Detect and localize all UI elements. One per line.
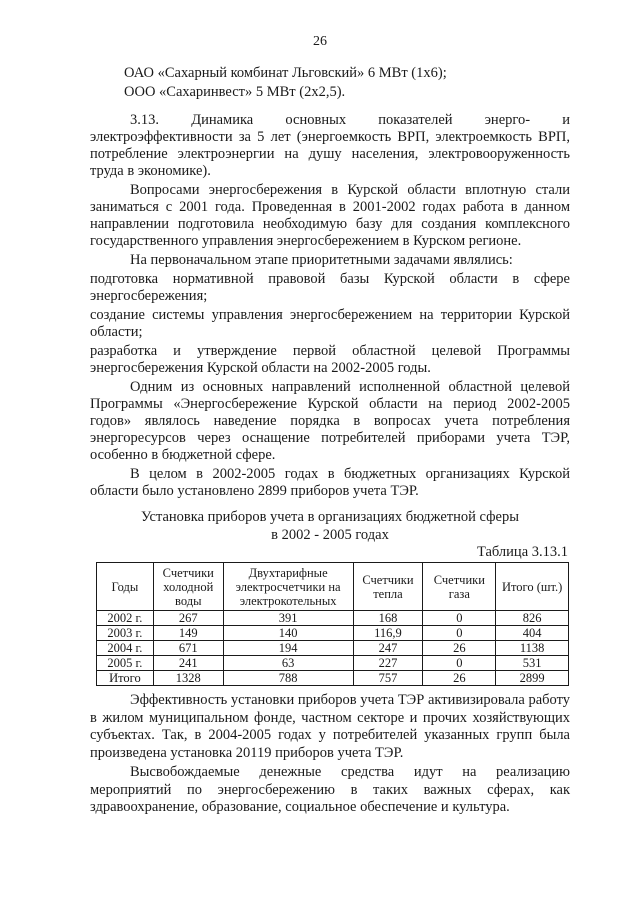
table-cell: 247: [353, 641, 423, 656]
body-text-after-table: [90, 692, 570, 819]
table-cell: 116,9: [353, 626, 423, 641]
table-cell: 671: [153, 641, 223, 656]
header-total: Итого (шт.): [496, 563, 569, 611]
table-cell: 2003 г.: [97, 626, 154, 641]
table-row: [97, 626, 569, 641]
table-total-row: [97, 671, 569, 686]
body-text: [90, 112, 570, 502]
table-cell: 826: [496, 611, 569, 626]
meters-table: [96, 562, 569, 686]
table-caption-line-2: в 2002 - 2005 годах: [271, 527, 389, 543]
table-cell: 63: [223, 656, 353, 671]
list-item: подготовка нормативной правовой базы Курской области в сфере энергосбережения;: [90, 271, 570, 304]
paragraph: Высвобождаемые денежные средства идут на реализацию мероприятий по энергосбережению в таких важных сферах, как здравоохранение, образование, социальное обеспечение и культура.: [90, 764, 570, 815]
table-label: Таблица 3.13.1: [476, 544, 568, 560]
table-cell: 0: [423, 656, 496, 671]
paragraph: Вопросами энергосбережения в Курской области вплотную стали заниматься с 2001 года. Проведенная в 2001-2002 годах работа в данном направлении подготовила необходимую базу для создания комплексного государственного управления энергосбережением в Курском регионе.: [90, 182, 570, 249]
table-cell: 1328: [153, 671, 223, 686]
table-cell: 391: [223, 611, 353, 626]
table-cell: 168: [353, 611, 423, 626]
table-caption-line-1: Установка приборов учета в организациях бюджетной сферы: [141, 509, 519, 525]
table-cell: 26: [423, 671, 496, 686]
paragraph: В целом в 2002-2005 годах в бюджетных организациях Курской области было установлено 2899 приборов учета ТЭР.: [90, 466, 570, 499]
table-row: [97, 611, 569, 626]
paragraph: Эффективность установки приборов учета ТЭР активизировала работу в жилом муниципальном фонде, частном секторе и прочих хозяйствующих субъектах. Так, в 2004-2005 годах у потребителей указанных групп была произведена установка 20119 приборов учета ТЭР.: [90, 692, 570, 761]
table-header-row: [97, 563, 569, 611]
header-years: Годы: [97, 563, 154, 611]
table-cell: 149: [153, 626, 223, 641]
section-heading-paragraph: 3.13. Динамика основных показателей энерго- и электроэффективности за 5 лет (энергоемкость ВРП, электроемкость ВРП, потребление электроэнергии на душу населения, электровооруженность труда в экономике).: [90, 112, 570, 179]
header-gas: Счетчики газа: [423, 563, 496, 611]
table-cell: 0: [423, 626, 496, 641]
table-row: [97, 656, 569, 671]
table-cell: 757: [353, 671, 423, 686]
table-cell: Итого: [97, 671, 154, 686]
table-cell: 1138: [496, 641, 569, 656]
page-number: 26: [313, 34, 327, 49]
table-cell: 194: [223, 641, 353, 656]
lead-line-2: ООО «Сахаринвест» 5 МВт (2х2,5).: [124, 84, 346, 100]
table-cell: 2005 г.: [97, 656, 154, 671]
table-cell: 26: [423, 641, 496, 656]
paragraph: На первоначальном этапе приоритетными задачами являлись:: [130, 252, 513, 268]
table-cell: 227: [353, 656, 423, 671]
table-cell: 2004 г.: [97, 641, 154, 656]
table-cell: 140: [223, 626, 353, 641]
list-item: разработка и утверждение первой областной целевой Программы энергосбережения Курской области на 2002-2005 годы.: [90, 343, 570, 376]
paragraph: Одним из основных направлений исполненной областной целевой Программы «Энергосбережение Курской области на период 2002-2005 годов» являлось наведение порядка в вопросах учета потребления энергоресурсов через оснащение потребителей приборами учета ТЭР, особенно в бюджетной сфере.: [90, 379, 570, 463]
table-cell: 2002 г.: [97, 611, 154, 626]
header-cold-water: Счетчики холодной воды: [153, 563, 223, 611]
table-cell: 404: [496, 626, 569, 641]
table-cell: 0: [423, 611, 496, 626]
lead-line-1: ОАО «Сахарный комбинат Льговский» 6 МВт (1х6);: [124, 65, 447, 81]
table-caption: [90, 508, 570, 544]
list-item: создание системы управления энергосбережением на территории Курской области;: [90, 307, 570, 340]
table-cell: 241: [153, 656, 223, 671]
header-dual-tariff: Двухтарифные электросчетчики на электрокотельных: [223, 563, 353, 611]
table-cell: 2899: [496, 671, 569, 686]
table-cell: 267: [153, 611, 223, 626]
table-cell: 531: [496, 656, 569, 671]
header-heat: Счетчики тепла: [353, 563, 423, 611]
table-row: [97, 641, 569, 656]
table-cell: 788: [223, 671, 353, 686]
